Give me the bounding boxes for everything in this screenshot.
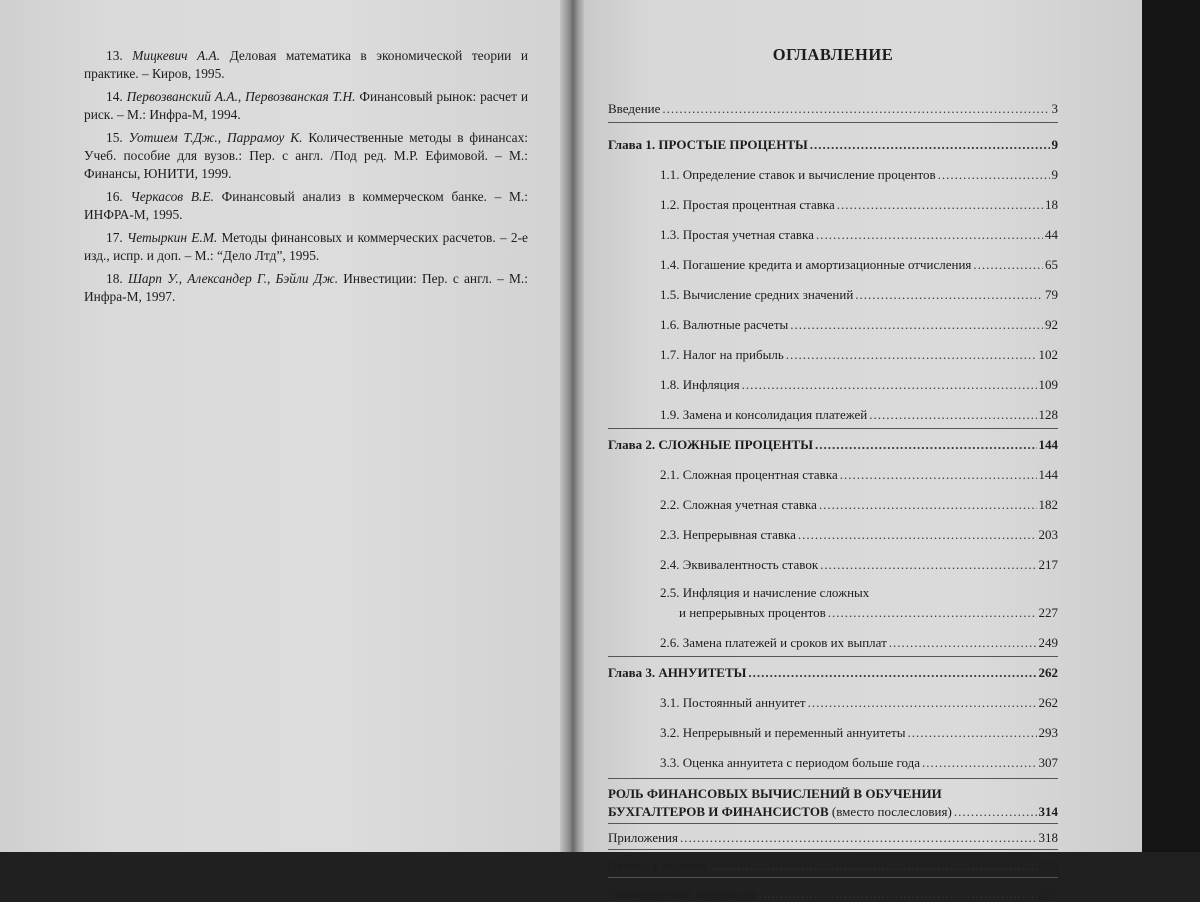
reference-item: 13. Мицкевич А.А. Деловая математика в экономической теории и практике. – Киров, 1995. (84, 48, 528, 81)
reference-item: 17. Четыркин Е.М. Методы финансовых и коммерческих расчетов. – 2-е изд., испр. и доп. – М.: “Дело Лтд”, 1995. (84, 230, 528, 263)
toc-separator (608, 778, 1058, 779)
table-of-contents (608, 40, 1058, 902)
toc-section[interactable]: 2.3. Непрерывная ставка ..... 203 (608, 513, 1058, 543)
toc-section[interactable]: 2.4. Эквивалентность ставок ..... 217 (608, 543, 1058, 573)
toc-afterword-line1[interactable]: РОЛЬ ФИНАНСОВЫХ ВЫЧИСЛЕНИЙ В ОБУЧЕНИИ (608, 786, 942, 801)
toc-afterword-line2[interactable]: БУХГАЛТЕРОВ И ФИНАНСИСТОВ (вместо послесловия) ..... 314 (608, 802, 1058, 820)
toc-section[interactable]: 3.1. Постоянный аннуитет ..... 262 (608, 681, 1058, 711)
toc-entry-literature[interactable]: Рекомендуемая литература ..... 397 (608, 878, 1058, 902)
toc-section[interactable]: 3.2. Непрерывный и переменный аннуитеты ..... 293 (608, 711, 1058, 741)
toc-chapter-1[interactable]: Глава 1. ПРОСТЫЕ ПРОЦЕНТЫ ..... 9 (608, 123, 1058, 153)
toc-section[interactable]: 3.3. Оценка аннуитета с периодом больше года ..... 307 (608, 741, 1058, 771)
toc-section-2-5-line1[interactable]: 2.5. Инфляция и начисление сложных (660, 585, 870, 600)
reference-item: 15. Уотшем Т.Дж., Паррамоу К. Количественные методы в финансах: Учеб. пособие для вузов.: Пер. с англ. /Под ред. М.Р. Ефимовой. – М.: Финансы, ЮНИТИ, 1999. (84, 130, 528, 181)
book-gutter (560, 0, 586, 852)
toc-entry-answers[interactable]: Ответы к задачам ..... 379 (608, 850, 1058, 874)
toc-section[interactable]: 1.5. Вычисление средних значений ..... 79 (608, 273, 1058, 303)
toc-section[interactable]: 2.6. Замена платежей и сроков их выплат ..... 249 (608, 621, 1058, 651)
scan-border (1142, 0, 1200, 852)
reference-item: 14. Первозванский А.А., Первозванская Т.Н. Финансовый рынок: расчет и риск. – М.: Инфра-М, 1994. (84, 89, 528, 122)
toc-section[interactable]: 2.2. Сложная учетная ставка ..... 182 (608, 483, 1058, 513)
toc-section[interactable]: 1.9. Замена и консолидация платежей ..... 128 (608, 393, 1058, 423)
reference-item: 16. Черкасов В.Е. Финансовый анализ в коммерческом банке. – М.: ИНФРА-М, 1995. (84, 189, 528, 222)
toc-section[interactable]: 1.6. Валютные расчеты ..... 92 (608, 303, 1058, 333)
toc-section[interactable]: 2.1. Сложная процентная ставка ..... 144 (608, 453, 1058, 483)
toc-section[interactable]: 1.8. Инфляция ..... 109 (608, 363, 1058, 393)
toc-section[interactable]: 1.4. Погашение кредита и амортизационные отчисления ..... 65 (608, 243, 1058, 273)
toc-entry-intro[interactable]: Введение ..... 3 (608, 96, 1058, 117)
toc-section[interactable]: 1.1. Определение ставок и вычисление процентов ..... 9 (608, 153, 1058, 183)
reference-list (84, 47, 528, 311)
toc-chapter-2[interactable]: Глава 2. СЛОЖНЫЕ ПРОЦЕНТЫ ..... 144 (608, 429, 1058, 453)
toc-entry-appendix[interactable]: Приложения ..... 318 (608, 824, 1058, 846)
toc-section[interactable]: 1.3. Простая учетная ставка ..... 44 (608, 213, 1058, 243)
toc-title: ОГЛАВЛЕНИЕ (772, 45, 894, 64)
toc-chapter-3[interactable]: Глава 3. АННУИТЕТЫ ..... 262 (608, 657, 1058, 681)
toc-section-2-5-line2[interactable]: и непрерывных процентов ..... 227 (608, 601, 1058, 621)
toc-section[interactable]: 1.7. Налог на прибыль ..... 102 (608, 333, 1058, 363)
reference-item: 18. Шарп У., Александер Г., Бэйли Дж. Инвестиции: Пер. с англ. – М.: Инфра-М, 1997. (84, 271, 528, 304)
toc-section[interactable]: 1.2. Простая процентная ставка ..... 18 (608, 183, 1058, 213)
